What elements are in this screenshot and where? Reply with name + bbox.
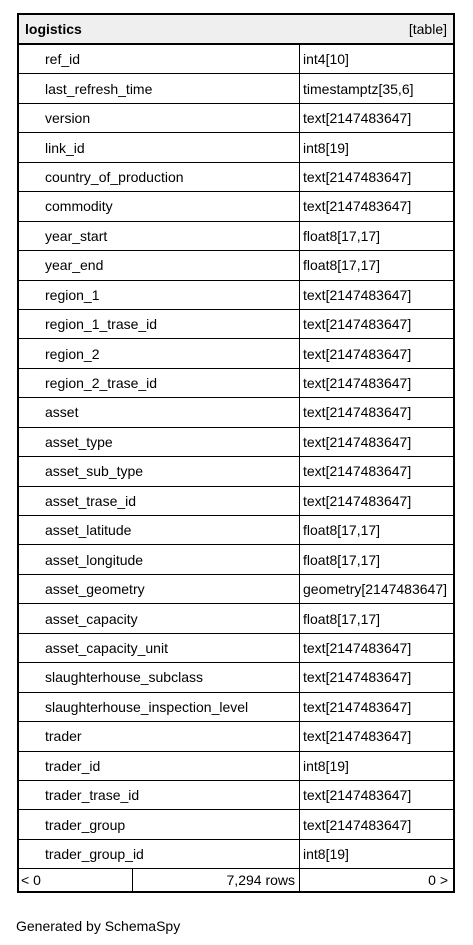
- column-name: last_refresh_time: [19, 74, 300, 102]
- column-row: [19, 781, 453, 810]
- column-row: [19, 810, 453, 839]
- column-name: link_id: [19, 133, 300, 161]
- column-row: [19, 428, 453, 457]
- column-row: [19, 163, 453, 192]
- table-name: logistics: [25, 21, 82, 37]
- column-name: asset_capacity: [19, 604, 300, 632]
- table-node-logistics: [17, 13, 455, 893]
- column-name: asset_geometry: [19, 575, 300, 603]
- column-row: [19, 516, 453, 545]
- column-name: asset_capacity_unit: [19, 634, 300, 662]
- column-type: text[2147483647]: [303, 168, 412, 185]
- column-row: [19, 663, 453, 692]
- column-row: [19, 575, 453, 604]
- column-name: trader_group: [19, 810, 300, 838]
- column-type: text[2147483647]: [303, 345, 412, 362]
- column-type: text[2147483647]: [303, 698, 412, 715]
- column-name: trader_group_id: [19, 840, 300, 868]
- column-type: text[2147483647]: [303, 198, 412, 215]
- column-row: [19, 251, 453, 280]
- generated-by-label: Generated by SchemaSpy: [16, 918, 181, 934]
- column-row: [19, 840, 453, 869]
- column-name: commodity: [19, 192, 300, 220]
- column-row: [19, 752, 453, 781]
- column-name: trader: [19, 722, 300, 750]
- column-type: text[2147483647]: [303, 110, 412, 127]
- column-row: [19, 487, 453, 516]
- column-row: [19, 45, 453, 74]
- column-type: text[2147483647]: [303, 639, 412, 656]
- column-row: [19, 369, 453, 398]
- row-count: 7,294 rows: [133, 869, 300, 891]
- column-row: [19, 339, 453, 368]
- table-footer: [19, 869, 453, 891]
- column-name: trader_id: [19, 752, 300, 780]
- column-type: text[2147483647]: [303, 816, 412, 833]
- column-type: text[2147483647]: [303, 669, 412, 686]
- column-type: float8[17,17]: [303, 522, 381, 539]
- column-type: float8[17,17]: [303, 227, 381, 244]
- column-type: geometry[2147483647]: [303, 581, 447, 598]
- column-type: text[2147483647]: [303, 787, 412, 804]
- column-name: region_1: [19, 281, 300, 309]
- column-name: year_end: [19, 251, 300, 279]
- column-name: trader_trase_id: [19, 781, 300, 809]
- column-name: asset_sub_type: [19, 457, 300, 485]
- column-name: region_1_trase_id: [19, 310, 300, 338]
- column-type: text[2147483647]: [303, 404, 412, 421]
- column-name: asset_latitude: [19, 516, 300, 544]
- table-kind: [table]: [408, 21, 447, 37]
- column-type: text[2147483647]: [303, 375, 412, 392]
- column-type: text[2147483647]: [303, 316, 412, 333]
- column-row: [19, 104, 453, 133]
- column-name: ref_id: [19, 45, 300, 73]
- column-row: [19, 74, 453, 103]
- table-header: [19, 15, 453, 45]
- column-type: timestamptz[35,6]: [303, 80, 414, 97]
- column-type: text[2147483647]: [303, 433, 412, 450]
- column-type: text[2147483647]: [303, 728, 412, 745]
- column-row: [19, 457, 453, 486]
- column-row: [19, 722, 453, 751]
- column-type: text[2147483647]: [303, 463, 412, 480]
- column-name: year_start: [19, 222, 300, 250]
- column-type: int8[19]: [303, 846, 349, 863]
- column-name: asset_longitude: [19, 545, 300, 573]
- column-row: [19, 634, 453, 663]
- column-type: int8[19]: [303, 757, 349, 774]
- column-row: [19, 398, 453, 427]
- column-name: slaughterhouse_subclass: [19, 663, 300, 691]
- column-row: [19, 545, 453, 574]
- children-count: 0 >: [428, 872, 448, 889]
- column-row: [19, 281, 453, 310]
- column-name: version: [19, 104, 300, 132]
- column-name: slaughterhouse_inspection_level: [19, 693, 300, 721]
- column-name: region_2_trase_id: [19, 369, 300, 397]
- column-name: asset_type: [19, 428, 300, 456]
- column-row: [19, 604, 453, 633]
- column-row: [19, 310, 453, 339]
- column-type: float8[17,17]: [303, 551, 381, 568]
- column-type: text[2147483647]: [303, 492, 412, 509]
- parents-count: < 0: [19, 869, 133, 891]
- column-name: country_of_production: [19, 163, 300, 191]
- column-name: asset: [19, 398, 300, 426]
- column-type: int4[10]: [303, 51, 349, 68]
- column-type: float8[17,17]: [303, 257, 381, 274]
- column-list: [19, 45, 453, 869]
- column-type: float8[17,17]: [303, 610, 381, 627]
- column-type: int8[19]: [303, 139, 349, 156]
- column-row: [19, 693, 453, 722]
- column-type: text[2147483647]: [303, 286, 412, 303]
- column-row: [19, 192, 453, 221]
- column-row: [19, 133, 453, 162]
- column-name: asset_trase_id: [19, 487, 300, 515]
- column-row: [19, 222, 453, 251]
- column-name: region_2: [19, 339, 300, 367]
